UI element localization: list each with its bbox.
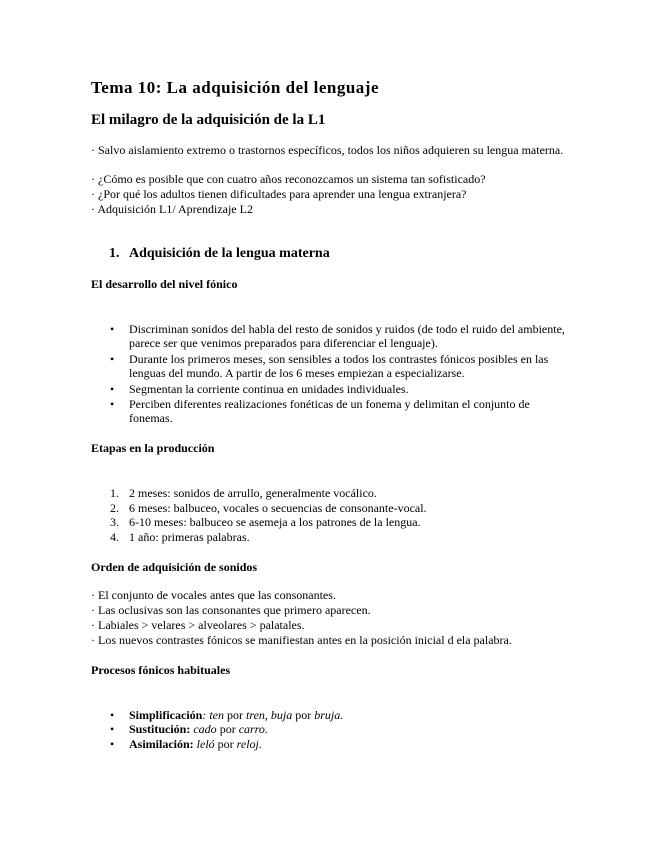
intro-line: · ¿Por qué los adultos tienen dificultades para aprender una lengua extranjera?: [91, 187, 467, 201]
orden-heading: Orden de adquisición de sonidos: [91, 560, 258, 574]
bullet-icon: •: [110, 737, 115, 751]
list-item: Sustitución: cado por carro.: [129, 722, 268, 736]
list-item: 2 meses: sonidos de arrullo, generalmente vocálico.: [129, 486, 377, 500]
term: Asimilación:: [129, 737, 194, 751]
intro-line: · Salvo aislamiento extremo o trastornos específicos, todos los niños adquieren su lengua materna.: [91, 143, 564, 157]
bullet-icon: •: [110, 397, 115, 411]
bullet-icon: •: [110, 708, 115, 722]
section-heading: [109, 246, 330, 262]
list-number: 1.: [110, 486, 119, 500]
bullet-icon: •: [110, 322, 115, 336]
list-item: 6-10 meses: balbuceo se asemeja a los patrones de la lengua.: [129, 515, 421, 529]
list-item: Discriminan sonidos del habla del resto de sonidos y ruidos (de todo el ruido del ambiente, parece ser que venimos preparados para diferenciar el lenguaje).: [129, 322, 565, 350]
list-item: · Labiales > velares > alveolares > palatales.: [91, 618, 305, 632]
bullet-icon: •: [110, 352, 115, 366]
etapas-heading: Etapas en la producción: [91, 441, 215, 455]
list-item: · El conjunto de vocales antes que las consonantes.: [91, 588, 336, 602]
list-item: 1 año: primeras palabras.: [129, 530, 250, 544]
section-number: 1.: [109, 246, 120, 261]
bullet-icon: •: [110, 382, 115, 396]
procesos-heading: Procesos fónicos habituales: [91, 663, 231, 677]
list-item: · Los nuevos contrastes fónicos se manifiestan antes en la posición inicial d ela palabra.: [91, 633, 512, 647]
list-item: Segmentan la corriente continua en unidades individuales.: [129, 382, 409, 396]
fonico-heading: El desarrollo del nivel fónico: [91, 277, 238, 291]
list-item: Durante los primeros meses, son sensibles a todos los contrastes fónicos posibles en las lenguas del mundo. A partir de los 6 meses empiezan a especializarse.: [129, 352, 549, 380]
section-title: Adquisición de la lengua materna: [129, 246, 330, 261]
list-item: · Las oclusivas son las consonantes que primero aparecen.: [91, 603, 371, 617]
list-item: 6 meses: balbuceo, vocales o secuencias de consonante-vocal.: [129, 501, 427, 515]
list-item: Simplificación: ten por tren, buja por bruja.: [129, 708, 344, 722]
section-subtitle: El milagro de la adquisición de la L1: [91, 112, 326, 128]
page-title: Tema 10: La adquisición del lenguaje: [91, 78, 379, 97]
intro-line: · Adquisición L1/ Aprendizaje L2: [91, 202, 253, 216]
list-item: Perciben diferentes realizaciones fonéticas de un fonema y delimitan el conjunto de fonemas.: [129, 397, 530, 425]
list-number: 4.: [110, 530, 119, 544]
term: Simplificación: [129, 708, 203, 722]
list-number: 3.: [110, 515, 119, 529]
list-number: 2.: [110, 501, 119, 515]
list-item: Asimilación: leló por reloj.: [129, 737, 262, 751]
intro-line: · ¿Cómo es posible que con cuatro años reconozcamos un sistema tan sofisticado?: [91, 172, 486, 186]
bullet-icon: •: [110, 722, 115, 736]
term: Sustitución:: [129, 722, 191, 736]
